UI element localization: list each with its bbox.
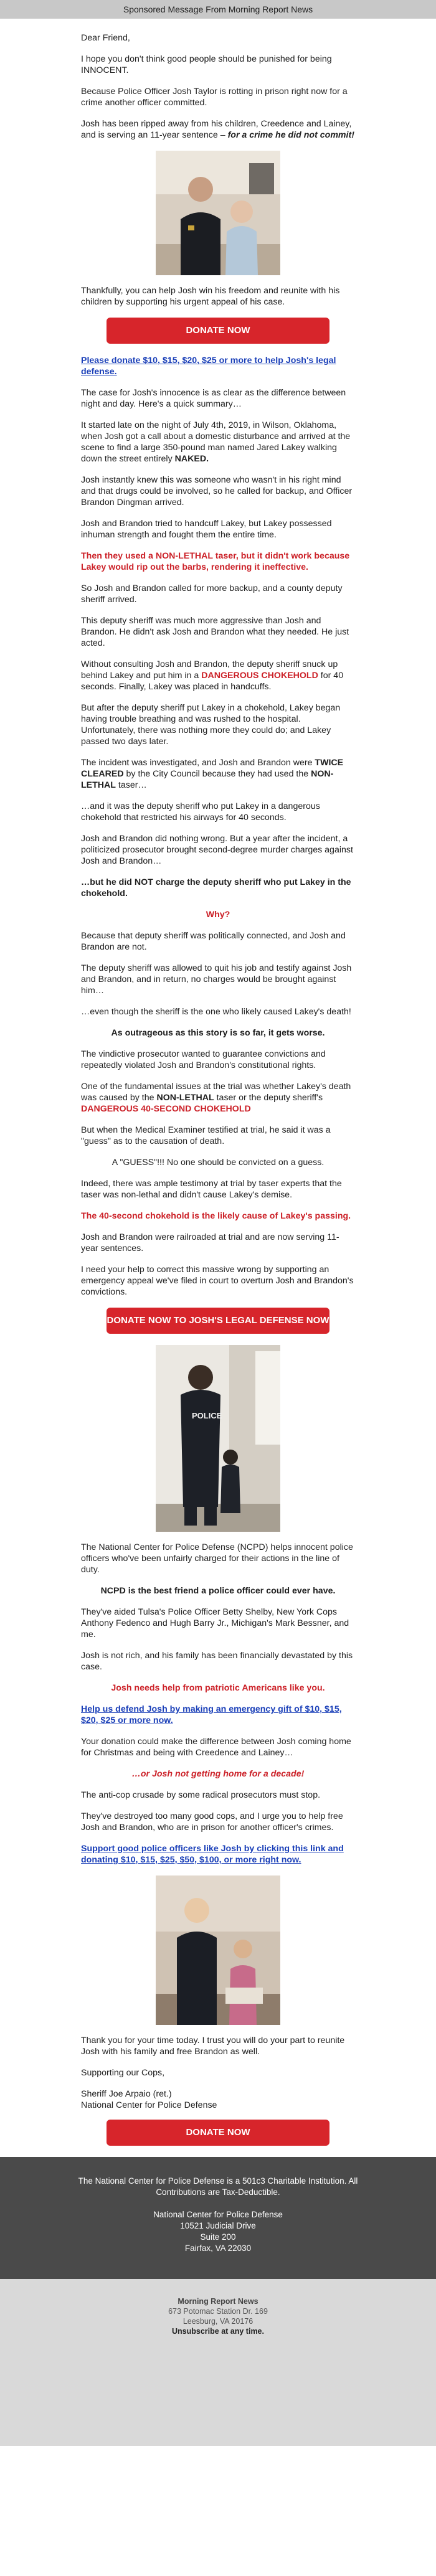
highlight-paragraph: The 40-second chokehold is the likely cause of Lakey's passing. <box>81 1211 351 1221</box>
publisher-footer <box>0 2279 436 2446</box>
donate-legal-defense-button[interactable]: DONATE NOW TO JOSH'S LEGAL DEFENSE NOW <box>107 1308 329 1334</box>
org-address: National Center for Police Defense 10521 Judicial Drive Suite 200 Fairfax, VA 22030 <box>153 2210 283 2253</box>
paragraph: The incident was investigated, and Josh and Brandon were TWICE CLEARED by the City Council because they had used the NON-LETHAL taser… <box>81 758 344 790</box>
paragraph: Because that deputy sheriff was politically connected, and Josh and Brandon are not. <box>81 931 346 952</box>
police-label: POLICE <box>192 1411 222 1420</box>
paragraph: Josh has been ripped away from his children, Creedence and Lainey, and is serving an 11-year sentence – for a crime he did not commit! <box>81 119 354 140</box>
highlight-paragraph: Josh needs help from patriotic Americans like you. <box>111 1683 325 1693</box>
paragraph: …even though the sheriff is the one who likely caused Lakey's death! <box>81 1007 351 1017</box>
paragraph: A "GUESS"!!! No one should be convicted on a guess. <box>111 1158 325 1168</box>
paragraph: …and it was the deputy sheriff who put Lakey in a dangerous chokehold that restricted his airways for 40 seconds. <box>81 801 320 823</box>
publisher-address-line: 673 Potomac Station Dr. 169 <box>168 2307 268 2316</box>
paragraph: Thankfully, you can help Josh win his freedom and reunite with his children by supporting his urgent appeal of his case. <box>81 286 340 307</box>
paragraph: Thank you for your time today. I trust you will do your part to reunite Josh with his family and free Brandon as well. <box>81 2036 345 2057</box>
paragraph: Josh and Brandon tried to handcuff Lakey, but Lakey possessed inhuman strength and fought them the entire time. <box>81 519 332 540</box>
paragraph: It started late on the night of July 4th, 2019, in Wilson, Oklahoma, when Josh got a call about a domestic disturbance and arrived at the scene to find a large 350-pound man named Jared Lakey walking down the street entirely NAKED. <box>81 420 351 464</box>
donate-now-button[interactable]: DONATE NOW <box>107 318 329 344</box>
donate-link[interactable]: Please donate $10, $15, $20, $25 or more to help Josh's legal defense. <box>81 356 336 377</box>
officer-with-children-photo <box>156 1875 280 2025</box>
emergency-gift-link[interactable]: Help us defend Josh by making an emergency gift of $10, $15, $20, $25 or more now. <box>81 1704 342 1725</box>
emphasis-paragraph: As outrageous as this story is so far, it gets worse. <box>111 1028 325 1038</box>
paragraph <box>81 1843 355 1866</box>
paragraph: The anti-cop crusade by some radical prosecutors must stop. <box>81 1790 321 1800</box>
donate-now-bottom-button[interactable]: DONATE NOW <box>107 2120 329 2146</box>
why-heading: Why? <box>206 910 230 920</box>
officer-and-child-at-door-photo <box>156 1345 280 1532</box>
paragraph: Without consulting Josh and Brandon, the deputy sheriff snuck up behind Lakey and put him in a DANGEROUS CHOKEHOLD for 40 seconds. Finally, Lakey was placed in handcuffs. <box>81 659 344 692</box>
email-body <box>81 19 355 2146</box>
paragraph <box>81 355 355 377</box>
publisher-address-line: Leesburg, VA 20176 <box>182 2317 254 2326</box>
paragraph: The case for Josh's innocence is as clear as the difference between night and day. Here's a quick summary… <box>81 388 346 409</box>
paragraph: Josh instantly knew this was someone who wasn't in his right mind and that drugs could be involved, so he called for backup, and Officer Brandon Dingman arrived. <box>81 475 353 507</box>
paragraph: Supporting our Cops, <box>81 2068 165 2078</box>
paragraph: The vindictive prosecutor wanted to guarantee convictions and repeatedly violated Josh and Brandon's constitutional rights. <box>81 1049 326 1070</box>
paragraph: The National Center for Police Defense (NCPD) helps innocent police officers who've been unfairly charged for their actions in the line of duty. <box>81 1542 353 1575</box>
highlight-paragraph: Then they used a NON-LETHAL taser, but it didn't work because Lakey would rip out the barbs, rendering it ineffective. <box>81 551 350 572</box>
paragraph: They've destroyed too many good cops, and I urge you to help free Josh and Brandon, who are in prison for another officer's crimes. <box>81 1811 343 1833</box>
paragraph: Josh and Brandon did nothing wrong. But a year after the incident, a politicized prosecutor brought second-degree murder charges against Josh and Brandon… <box>81 834 353 866</box>
tax-disclaimer: The National Center for Police Defense is a 501c3 Charitable Institution. All Contributions are Tax-Deductible. <box>78 2176 358 2197</box>
paragraph: Josh is not rich, and his family has been financially devastated by this case. <box>81 1651 353 1672</box>
publisher-name: Morning Report News <box>178 2297 258 2306</box>
paragraph: One of the fundamental issues at the trial was whether Lakey's death was caused by the NON-LETHAL taser or the deputy sheriff's DANGEROUS 40-SECOND CHOKEHOLD <box>81 1082 351 1114</box>
officer-with-child-photo <box>156 151 280 275</box>
paragraph: Indeed, there was ample testimony at trial by taser experts that the taser was non-lethal and didn't cause Lakey's demise. <box>81 1179 342 1200</box>
paragraph <box>81 1704 355 1726</box>
emphasis-paragraph: …but he did NOT charge the deputy sheriff who put Lakey in the chokehold. <box>81 877 351 899</box>
highlight-paragraph: …or Josh not getting home for a decade! <box>131 1769 305 1779</box>
paragraph: So Josh and Brandon called for more backup, and a county deputy sheriff arrived. <box>81 583 343 605</box>
paragraph: But when the Medical Examiner testified at trial, he said it was a "guess" as to the causation of death. <box>81 1125 331 1146</box>
org-footer <box>0 2157 436 2279</box>
paragraph: They've aided Tulsa's Police Officer Betty Shelby, New York Cops Anthony Fedenco and Hugh Barry Jr., Michigan's Mark Bessner, and me. <box>81 1607 349 1639</box>
emphasis-paragraph: NCPD is the best friend a police officer could ever have. <box>100 1586 336 1596</box>
paragraph: I need your help to correct this massive wrong by supporting an emergency appeal we've filed in court to overturn Josh and Brandon's convictions. <box>81 1265 354 1297</box>
paragraph: The deputy sheriff was allowed to quit his job and testify against Josh and Brandon, and in return, no charges would be brought against him… <box>81 963 352 996</box>
sponsored-banner: Sponsored Message From Morning Report News <box>0 0 436 19</box>
paragraph: This deputy sheriff was much more aggressive than Josh and Brandon. He didn't ask Josh and Brandon what they needed. He just acted. <box>81 616 349 648</box>
paragraph: But after the deputy sheriff put Lakey in a chokehold, Lakey began having trouble breathing and was rushed to the hospital. Unfortunately, there was nothing more they could do; and Lakey passed two days later. <box>81 703 341 747</box>
support-officers-link[interactable]: Support good police officers like Josh by clicking this link and donating $10, $15, $25, $50, $100, or more right now. <box>81 1844 344 1865</box>
paragraph: I hope you don't think good people should be punished for being INNOCENT. <box>81 54 332 75</box>
paragraph: Your donation could make the difference between Josh coming home for Christmas and being with Creedence and Lainey… <box>81 1737 351 1758</box>
signature: Sheriff Joe Arpaio (ret.) National Center for Police Defense <box>81 2089 217 2110</box>
greeting: Dear Friend, <box>81 33 130 43</box>
unsubscribe-link[interactable]: Unsubscribe at any time. <box>172 2327 264 2336</box>
paragraph: Josh and Brandon were railroaded at trial and are now serving 11-year sentences. <box>81 1232 339 1253</box>
paragraph: Because Police Officer Josh Taylor is rotting in prison right now for a crime another officer committed. <box>81 87 348 108</box>
